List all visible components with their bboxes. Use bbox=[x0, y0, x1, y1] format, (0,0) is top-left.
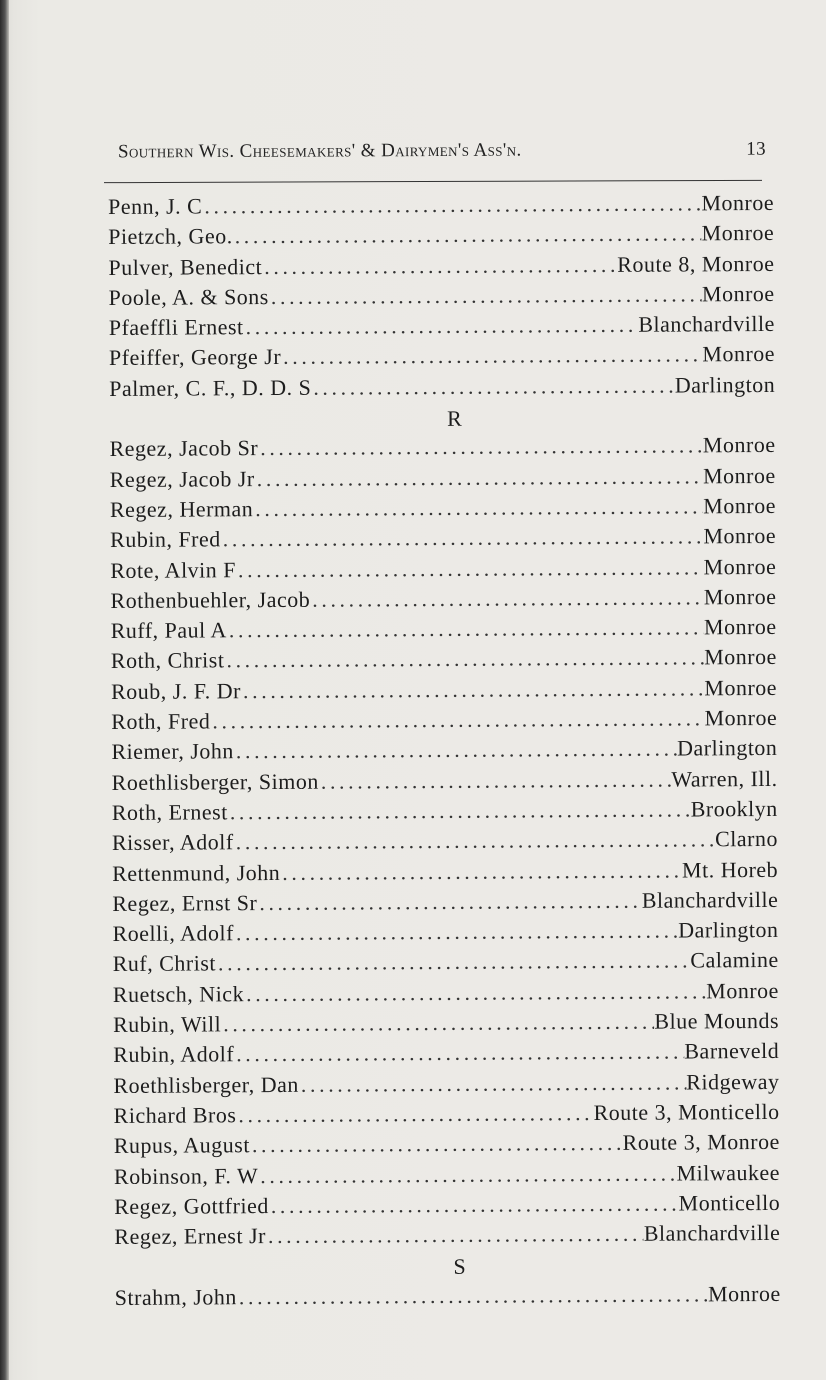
member-location: Monroe bbox=[706, 977, 779, 1004]
member-location: Darlington bbox=[676, 735, 778, 761]
member-name: Ruff, Paul A bbox=[110, 617, 227, 644]
member-name: Roub, J. F. Dr bbox=[110, 677, 242, 704]
directory-entry bbox=[113, 947, 779, 981]
section-letter-r: R bbox=[446, 405, 462, 432]
directory-entry bbox=[114, 1220, 780, 1254]
member-name: Regez, Gottfried bbox=[114, 1192, 269, 1219]
dot-leader bbox=[227, 615, 704, 644]
header-rule bbox=[104, 180, 762, 183]
member-name: Rettenmund, John bbox=[112, 859, 281, 886]
dot-leader bbox=[237, 1281, 708, 1310]
member-location: Blanchardville bbox=[641, 886, 779, 913]
directory-entry bbox=[112, 796, 778, 830]
member-name: Poole, A. & Sons bbox=[108, 283, 269, 310]
dot-leader bbox=[224, 645, 704, 674]
member-location: Monroe bbox=[703, 523, 777, 549]
dot-leader bbox=[244, 978, 706, 1007]
member-location: Blue Mounds bbox=[654, 1007, 780, 1034]
dot-leader bbox=[255, 463, 704, 492]
dot-leader bbox=[262, 251, 617, 279]
dot-leader bbox=[253, 493, 703, 522]
directory-entry bbox=[112, 826, 778, 860]
dot-leader bbox=[244, 312, 639, 340]
member-name: Roth, Christ bbox=[110, 647, 225, 674]
member-location: Monroe bbox=[703, 553, 777, 579]
directory-entry bbox=[112, 856, 778, 890]
dot-leader bbox=[266, 1221, 644, 1249]
member-location: Blanchardville bbox=[643, 1220, 781, 1246]
directory-entry bbox=[110, 553, 776, 587]
directory-entry bbox=[108, 251, 774, 285]
member-location: Barneveld bbox=[684, 1038, 780, 1064]
dot-leader bbox=[280, 857, 682, 885]
directory-entry bbox=[113, 1038, 779, 1072]
dot-leader bbox=[257, 888, 642, 916]
member-name: Rubin, Adolf bbox=[113, 1041, 235, 1068]
dot-leader bbox=[310, 584, 704, 612]
member-name: Roelli, Adolf bbox=[112, 920, 234, 947]
member-name: Regez, Ernest Jr bbox=[114, 1223, 267, 1250]
directory-entry bbox=[111, 675, 777, 709]
dot-leader bbox=[234, 1039, 684, 1068]
member-location: Monroe bbox=[701, 280, 775, 307]
member-name: Ruetsch, Nick bbox=[112, 980, 245, 1007]
dot-leader bbox=[236, 1100, 593, 1128]
dot-leader bbox=[221, 1009, 654, 1038]
member-name: Rubin, Will bbox=[112, 1011, 222, 1037]
dot-leader bbox=[319, 766, 672, 794]
member-name: Roethlisberger, Simon bbox=[111, 768, 319, 795]
page-number: 13 bbox=[746, 138, 767, 160]
dot-leader bbox=[281, 342, 702, 371]
member-name: Robinson, F. W bbox=[113, 1162, 259, 1189]
book-spine-edge bbox=[0, 0, 9, 1380]
directory-entry bbox=[110, 523, 776, 557]
member-location: Calamine bbox=[690, 947, 779, 973]
member-location: Route 3, Monticello bbox=[593, 1098, 780, 1125]
member-name: Pietzch, Geo. bbox=[108, 223, 233, 250]
directory-entry bbox=[113, 1069, 779, 1103]
directory-entry bbox=[111, 735, 777, 769]
directory-entry bbox=[110, 493, 776, 527]
member-location: Monroe bbox=[704, 674, 778, 701]
member-location: Mt. Horeb bbox=[681, 856, 779, 883]
directory-entry bbox=[114, 1159, 780, 1193]
member-name: Strahm, John bbox=[114, 1283, 237, 1310]
directory-entry bbox=[113, 978, 779, 1012]
member-location: Warren, Ill. bbox=[671, 765, 778, 792]
member-name: Regez, Herman bbox=[109, 496, 254, 522]
member-name: Pulver, Benedict bbox=[108, 253, 263, 280]
member-location: Blanchardville bbox=[638, 311, 775, 337]
member-name: Rothenbuehler, Jacob bbox=[110, 586, 311, 613]
member-name: Ruf, Christ bbox=[112, 950, 217, 977]
dot-leader bbox=[216, 948, 691, 977]
member-location: Monticello bbox=[678, 1189, 781, 1216]
directory-entry bbox=[112, 766, 778, 800]
member-name: Roth, Fred bbox=[111, 708, 211, 735]
directory-entry bbox=[114, 1099, 780, 1133]
member-name: Pfaeffli Ernest bbox=[108, 314, 244, 341]
directory-entry bbox=[108, 220, 774, 254]
dot-leader bbox=[258, 1160, 676, 1189]
member-name: Rubin, Fred bbox=[110, 526, 221, 553]
member-name: Regez, Ernst Sr bbox=[112, 889, 258, 916]
dot-leader bbox=[258, 433, 703, 462]
directory-entry bbox=[109, 372, 775, 406]
dot-leader bbox=[234, 736, 677, 765]
member-name: Rote, Alvin F bbox=[110, 556, 237, 583]
directory-entry bbox=[109, 311, 775, 345]
member-location: Ridgeway bbox=[686, 1068, 780, 1095]
member-name: Rupus, August bbox=[113, 1132, 250, 1159]
directory-entry bbox=[112, 917, 778, 951]
dot-leader bbox=[234, 918, 678, 947]
directory-entry bbox=[111, 705, 777, 739]
member-location: Monroe bbox=[702, 341, 776, 367]
member-name: Regez, Jacob Sr bbox=[109, 435, 259, 462]
running-header-title: Southern Wis. Cheesemakers' & Dairymen's Ass'n. bbox=[117, 139, 522, 163]
member-name: Roethlisberger, Dan bbox=[113, 1071, 299, 1098]
member-name: Roth, Ernest bbox=[111, 799, 228, 825]
member-location: Monroe bbox=[703, 492, 776, 519]
member-location: Clarno bbox=[714, 826, 779, 852]
directory-entry bbox=[110, 584, 776, 618]
dot-leader bbox=[269, 1190, 679, 1219]
directory-entry bbox=[109, 432, 775, 466]
member-name: Risser, Adolf bbox=[111, 829, 234, 856]
member-location: Monroe bbox=[701, 189, 775, 216]
dot-leader bbox=[221, 524, 704, 553]
dot-leader bbox=[250, 1130, 623, 1158]
member-directory-list bbox=[108, 190, 781, 1315]
directory-entry bbox=[111, 614, 777, 648]
dot-leader bbox=[311, 372, 675, 400]
member-location: Monroe bbox=[704, 644, 777, 670]
member-name: Pfeiffer, George Jr bbox=[108, 344, 282, 371]
dot-leader bbox=[234, 827, 716, 856]
dot-leader bbox=[233, 221, 702, 250]
directory-entry bbox=[112, 887, 778, 921]
directory-entry bbox=[113, 1008, 779, 1042]
member-location: Route 3, Monroe bbox=[622, 1129, 780, 1156]
directory-entry bbox=[114, 1190, 780, 1224]
member-location: Brooklyn bbox=[690, 795, 778, 822]
dot-leader bbox=[241, 675, 705, 704]
directory-entry bbox=[108, 190, 774, 224]
member-name: Richard Bros bbox=[113, 1102, 237, 1128]
member-name: Palmer, C. F., D. D. S bbox=[109, 374, 312, 401]
member-location: Monroe bbox=[704, 704, 778, 731]
member-name: Penn, J. C bbox=[108, 193, 203, 219]
member-location: Route 8, Monroe bbox=[617, 250, 775, 277]
member-location: Monroe bbox=[702, 432, 776, 458]
directory-entry bbox=[111, 644, 777, 678]
member-name: Riemer, John bbox=[111, 738, 234, 765]
dot-leader bbox=[210, 705, 704, 734]
directory-entry bbox=[115, 1281, 781, 1315]
directory-entry bbox=[109, 281, 775, 315]
member-location: Monroe bbox=[703, 614, 777, 640]
directory-entry bbox=[110, 463, 776, 497]
dot-leader bbox=[202, 190, 701, 219]
member-location: Milwaukee bbox=[676, 1159, 781, 1186]
member-location: Darlington bbox=[674, 371, 776, 398]
dot-leader bbox=[299, 1069, 687, 1097]
section-letter-s: S bbox=[453, 1254, 466, 1280]
member-location: Monroe bbox=[702, 462, 776, 489]
member-location: Monroe bbox=[707, 1280, 781, 1307]
member-name: Regez, Jacob Jr bbox=[109, 465, 255, 492]
dot-leader bbox=[236, 554, 704, 583]
directory-entry bbox=[114, 1129, 780, 1163]
running-header bbox=[118, 139, 766, 172]
directory-entry bbox=[109, 341, 775, 375]
dot-leader bbox=[228, 796, 691, 825]
member-location: Monroe bbox=[703, 583, 777, 610]
dot-leader bbox=[269, 281, 702, 310]
member-location: Monroe bbox=[701, 220, 775, 246]
member-location: Darlington bbox=[678, 917, 779, 943]
